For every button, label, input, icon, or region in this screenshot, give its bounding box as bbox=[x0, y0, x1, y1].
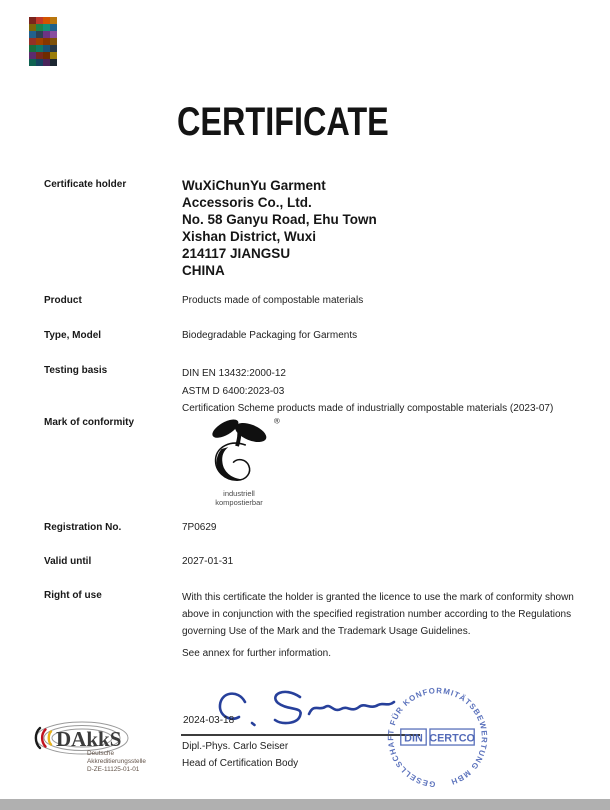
seedling-caption bbox=[193, 489, 285, 507]
color-strip-cell bbox=[36, 45, 43, 52]
testing-basis-value bbox=[182, 365, 553, 418]
color-strip-cell bbox=[43, 17, 50, 24]
color-strip-cell bbox=[50, 38, 57, 45]
dakks-wordmark: DAkkS bbox=[56, 727, 122, 751]
holder-line: WuXiChunYu Garment bbox=[182, 178, 326, 193]
color-strip-cell bbox=[29, 17, 36, 24]
color-strip-cell bbox=[36, 31, 43, 38]
dakks-line: D-ZE-11125-01-01 bbox=[87, 766, 140, 774]
signatory-name: Dipl.-Phys. Carlo Seiser bbox=[182, 741, 289, 752]
color-strip-cell bbox=[36, 59, 43, 66]
valid-until-value: 2027-01-31 bbox=[182, 556, 234, 567]
compostable-seedling-icon bbox=[195, 414, 283, 488]
type-model-label: Type, Model bbox=[44, 330, 102, 341]
color-strip-cell bbox=[43, 38, 50, 45]
holder-line: No. 58 Ganyu Road, Ehu Town bbox=[182, 212, 377, 227]
color-strip-cell bbox=[36, 52, 43, 59]
holder-line: Accessoris Co., Ltd. bbox=[182, 195, 312, 210]
certificate-holder-value bbox=[182, 177, 377, 279]
din-certco-stamp bbox=[381, 681, 494, 794]
product-value: Products made of compostable materials bbox=[182, 295, 364, 306]
color-strip-cell bbox=[50, 52, 57, 59]
caption-line: kompostierbar bbox=[215, 498, 263, 507]
right-of-use-note: See annex for further information. bbox=[182, 648, 331, 659]
issue-date: 2024-03-18 bbox=[183, 715, 235, 726]
valid-until-label: Valid until bbox=[44, 556, 92, 567]
holder-line: CHINA bbox=[182, 263, 225, 278]
registered-trademark-symbol: ® bbox=[274, 416, 280, 426]
registration-no-label: Registration No. bbox=[44, 522, 122, 533]
color-calibration-strip bbox=[29, 17, 57, 66]
color-strip-cell bbox=[50, 24, 57, 31]
color-strip-cell bbox=[36, 38, 43, 45]
stamp-certco-text: CERTCO bbox=[429, 732, 475, 745]
scan-edge-bar bbox=[0, 799, 610, 810]
certificate-holder-label: Certificate holder bbox=[44, 179, 127, 190]
testing-basis-line: DIN EN 13432:2000-12 bbox=[182, 368, 286, 379]
color-strip-cell bbox=[50, 45, 57, 52]
color-strip-cell bbox=[43, 31, 50, 38]
type-model-value: Biodegradable Packaging for Garments bbox=[182, 330, 358, 341]
signatory-role: Head of Certification Body bbox=[182, 758, 299, 769]
stamp-ring-text: GESELLSCHAFT FÜR KONFORMITÄTSBEWERTUNG MBH bbox=[386, 686, 489, 789]
caption-line: industriell bbox=[223, 489, 255, 498]
color-strip-cell bbox=[29, 52, 36, 59]
stamp-din-text: DIN bbox=[404, 732, 423, 745]
color-strip-cell bbox=[29, 45, 36, 52]
dakks-details bbox=[87, 750, 146, 775]
testing-basis-line: ASTM D 6400:2023-03 bbox=[182, 385, 285, 397]
color-strip-cell bbox=[29, 31, 36, 38]
dakks-line: Akkreditierungsstelle bbox=[87, 758, 146, 766]
color-strip-cell bbox=[43, 24, 50, 31]
right-of-use-paragraph: With this certificate the holder is granted the licence to use the mark of conformity shown above in conjunction with the specified registration number according to the Regulations governing Use of the Mark and the Trademark Usage Guidelines. bbox=[182, 592, 574, 637]
color-strip-cell bbox=[36, 24, 43, 31]
color-strip-cell bbox=[50, 31, 57, 38]
color-strip-cell bbox=[43, 59, 50, 66]
signature bbox=[212, 684, 402, 738]
product-label: Product bbox=[44, 295, 82, 306]
color-strip-cell bbox=[50, 59, 57, 66]
color-strip-cell bbox=[29, 59, 36, 66]
testing-basis-label: Testing basis bbox=[44, 365, 108, 376]
mark-of-conformity-label: Mark of conformity bbox=[44, 417, 135, 428]
color-strip-cell bbox=[43, 52, 50, 59]
color-strip-cell bbox=[29, 24, 36, 31]
color-strip-cell bbox=[29, 38, 36, 45]
certificate-title: CERTIFICATE bbox=[177, 100, 389, 144]
holder-line: Xishan District, Wuxi bbox=[182, 229, 317, 244]
holder-line: 214117 JIANGSU bbox=[182, 246, 291, 261]
dakks-line: Deutsche bbox=[87, 750, 114, 757]
color-strip-cell bbox=[50, 17, 57, 24]
registration-no-value: 7P0629 bbox=[182, 522, 217, 533]
right-of-use-label: Right of use bbox=[44, 590, 102, 601]
testing-basis-line: Certification Scheme products made of industrially compostable materials (2023-07) bbox=[182, 403, 554, 414]
color-strip-cell bbox=[43, 45, 50, 52]
color-strip-cell bbox=[36, 17, 43, 24]
